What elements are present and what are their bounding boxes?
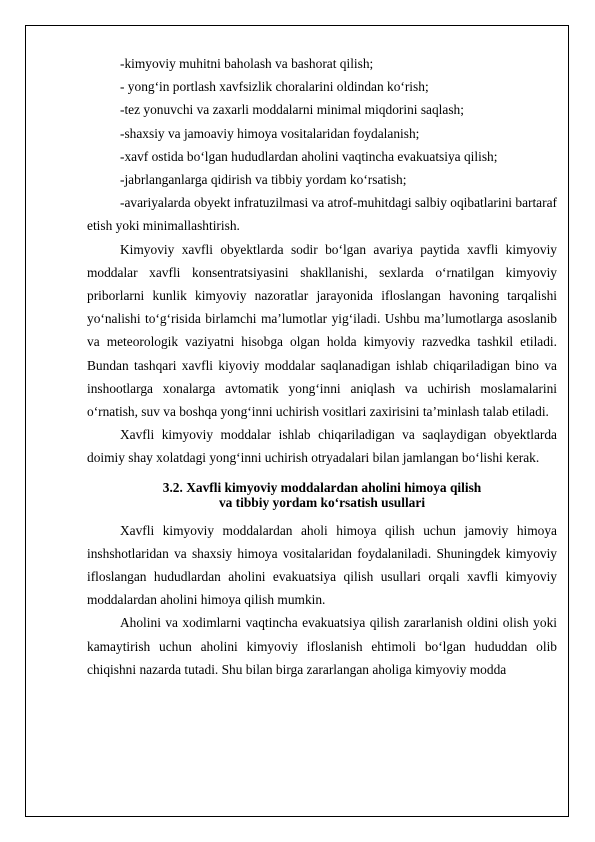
list-item: -jabrlanganlarga qidirish va tibbiy yordam ko‘rsatish;: [120, 172, 407, 188]
paragraph: Aholini va xodimlarni vaqtincha evakuatsiya qilish zararlanish oldini olish yoki kamaytirish uchun aholini kimyoviy ifloslanish ehtimoli bo‘lgan hududdan olib chiqishni nazarda tutadi. Shu bilan birga zararlangan aholiga kimyoviy modda: [87, 615, 557, 677]
section-heading-line-1: 3.2. Xavfli kimyoviy moddalardan aholini himoya qilish: [162, 479, 482, 495]
section-heading-line-2: va tibbiy yordam ko‘rsatish usullari: [218, 495, 426, 511]
list-item: -avariyalarda obyekt infratuzilmasi va atrof-muhitdagi salbiy oqibatlarini bartaraf etish yoki minimallashtirish.: [87, 195, 557, 234]
list-item: -kimyoviy muhitni baholash va bashorat qilish;: [120, 56, 374, 71]
paragraph: Xavfli kimyoviy moddalardan aholi himoya qilish uchun jamoviy himoya inshshotlaridan va shaxsiy himoya vositalaridan foydalaniladi. Shuningdek kimyoviy ifloslangan hududlardan aholini evakuatsiya qilish usullari orqali xavfli kimyoviy moddalardan aholini himoya qilish mumkin.: [87, 522, 557, 608]
section-heading: [87, 480, 557, 511]
list-item: -shaxsiy va jamoaviy himoya vositalaridan foydalanish;: [120, 125, 420, 141]
list-item: -tez yonuvchi va zaxarli moddalarni minimal miqdorini saqlash;: [120, 102, 464, 118]
paragraph: Xavfli kimyoviy moddalar ishlab chiqariladigan va saqlaydigan obyektlarda doimiy shay xolatdagi yong‘inni uchirish otryadalari bilan jamlangan bo‘lishi kerak.: [87, 427, 557, 466]
document-body: [87, 52, 557, 681]
paragraph: Kimyoviy xavfli obyektlarda sodir bo‘lgan avariya paytida xavfli kimyoviy moddalar xavfli konsentratsiyasini shakllanishi, sexlarda o‘rnatilgan kimyoviy priborlarni kunlik kimyoviy nazoratlar jarayonida ifloslangan havoning tarqalishi yo‘nalishi to‘g‘risida birlamchi ma’lumotlar yig‘iladi. Ushbu ma’lumotlarga asoslanib va meteorologik vaziyatni hisobga olgan holda kimyoviy razvedka tashkil etiladi. Bundan tashqari xavfli kiyoviy moddalar saqlanadigan ishlab chiqariladigan bino va inshootlarga xonalarga avtomatik yong‘inni aniqlash va uchirish moslamalarini o‘rnatish, suv va boshqa yong‘inni uchirish vositlari zaxirisini ta’minlash talab etiladi.: [87, 241, 557, 420]
list-item: - yong‘in portlash xavfsizlik choralarini oldindan ko‘rish;: [120, 79, 429, 95]
list-item: -xavf ostida bo‘lgan hududlardan aholini vaqtincha evakuatsiya qilish;: [120, 148, 498, 164]
